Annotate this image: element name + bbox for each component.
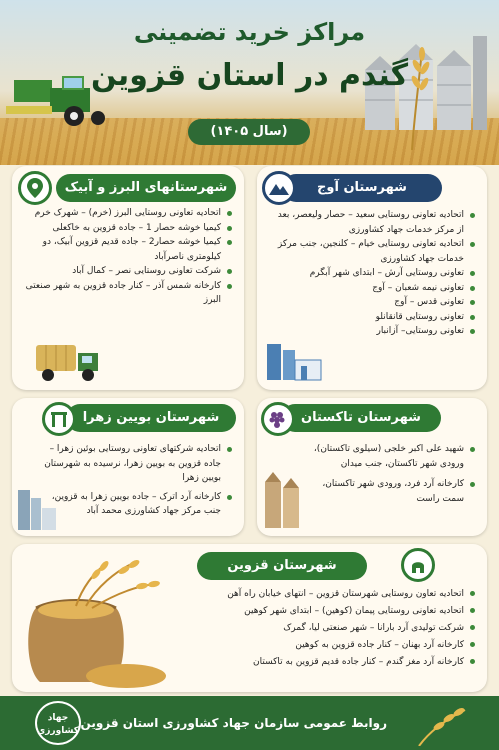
wheat-footer-icon	[409, 702, 469, 746]
list-item: اتحادیه شرکتهای تعاونی روستایی بوئین زهرا – جاده قزوین به بویین زهرا، نرسیده به شهرستان بویین زهرا	[42, 442, 232, 486]
list-item: اتحادیه تعاونی روستایی خیام – کلنجین، جنب مرکز خدمات جهاد کشاورزی	[269, 237, 475, 266]
takestan-header: شهرستان تاکستان	[281, 404, 441, 432]
list-item: کارخانه آرد بهنان – کنار جاده قزوین به کوهین	[185, 637, 475, 654]
card-avaj	[257, 166, 487, 390]
hero-banner	[0, 0, 499, 165]
takestan-list	[299, 442, 475, 506]
location-badge	[18, 171, 52, 205]
list-item: کیمیا خوشه حصار2 – جاده قدیم قزوین آبیک، دو کیلومتری ناصرآباد	[22, 235, 232, 264]
logo-line1: جهاد	[47, 713, 69, 723]
logo-line2: کشاورزی	[37, 726, 79, 736]
footer-text: روابط عمومی سازمان جهاد کشاورزی استان قزوین	[80, 716, 387, 730]
factory-icon	[16, 484, 58, 532]
card-qazvin	[12, 544, 487, 692]
year-pill: (سال ۱۴۰۵)	[188, 119, 310, 145]
list-item: تعاونی روستایی– آزانبار	[269, 324, 475, 339]
list-item: اتحادیه تعاون روستایی شهرستان قزوین – انتهای خیابان راه آهن	[185, 586, 475, 603]
card-buin-zahra	[12, 398, 244, 536]
list-item: کارخانه شمس آذر – کنار جاده قزوین به شهر صنعتی البرز	[22, 279, 232, 308]
title-line2: گندم در استان قزوین	[90, 58, 409, 93]
buin-header: شهرستان بویین زهرا	[66, 404, 236, 432]
footer	[0, 696, 499, 750]
alborz-list	[22, 206, 232, 308]
list-item: اتحادیه تعاونی روستایی پیمان (کوهین) – ابتدای شهر کوهین	[185, 603, 475, 620]
wheat-sack-icon	[16, 558, 166, 690]
mountain-icon	[268, 180, 290, 196]
wheat-stalks-icon	[392, 40, 432, 150]
list-item: اتحادیه تعاونی روستایی سعید – حصار ولیعصر، بعد از مرکز خدمات جهاد کشاورزی	[269, 208, 475, 237]
building-icon	[265, 336, 323, 382]
location-pin-icon	[27, 178, 43, 198]
mosque-icon	[408, 556, 428, 574]
title-line1: مراکز خرید تضمینی	[133, 18, 366, 46]
list-item: کارخانه آرد فرد، ورودی شهر تاکستان، سمت راست	[299, 477, 475, 506]
silo-small-icon	[263, 468, 303, 530]
gate-badge	[42, 402, 76, 436]
list-item: شرکت تولیدی آرد بارانا – شهر صنعتی لیا، گمرک	[185, 620, 475, 637]
list-item: شرکت تعاونی روستایی نصر – کمال آباد	[22, 264, 232, 279]
truck-icon	[34, 341, 100, 385]
card-alborz-abyek	[12, 166, 244, 390]
avaj-list	[269, 208, 475, 339]
card-takestan	[257, 398, 487, 536]
mosque-badge	[401, 548, 435, 582]
grape-badge	[261, 402, 295, 436]
qazvin-header: شهرستان قزوین	[197, 552, 367, 580]
qazvin-list	[185, 586, 475, 671]
list-item: تعاونی قدس – آوج	[269, 295, 475, 310]
list-item: کیمیا خوشه حصار 1 – جاده قزوین به خاکعلی	[22, 221, 232, 236]
list-item: تعاونی روستایی قانقانلو	[269, 310, 475, 325]
list-item: اتحادیه تعاونی روستایی البرز (خرم) – شهرک خرم	[22, 206, 232, 221]
list-item: کارخانه آرد مغز گندم – کنار جاده قدیم قزوین به تاکستان	[185, 654, 475, 671]
jahad-logo	[35, 701, 81, 745]
list-item: تعاونی نیمه شعبان – آوج	[269, 281, 475, 296]
buin-list	[42, 442, 232, 519]
list-item: کارخانه آرد اترک – جاده بویین زهرا به قزوین، جنب مرکز جهاد کشاورزی محمد آباد	[42, 490, 232, 519]
avaj-header: شهرستان آوج	[282, 174, 442, 202]
grape-icon	[269, 409, 287, 429]
list-item: شهید علی اکبر خلجی (سیلوی تاکستان)، ورودی شهر تاکستان، جنب میدان	[299, 442, 475, 471]
alborz-header: شهرستانهای البرز و آبیک	[56, 174, 236, 202]
list-item: تعاونی روستایی آرش – ابتدای شهر آبگرم	[269, 266, 475, 281]
gate-icon	[50, 410, 68, 428]
mountain-badge	[262, 171, 296, 205]
